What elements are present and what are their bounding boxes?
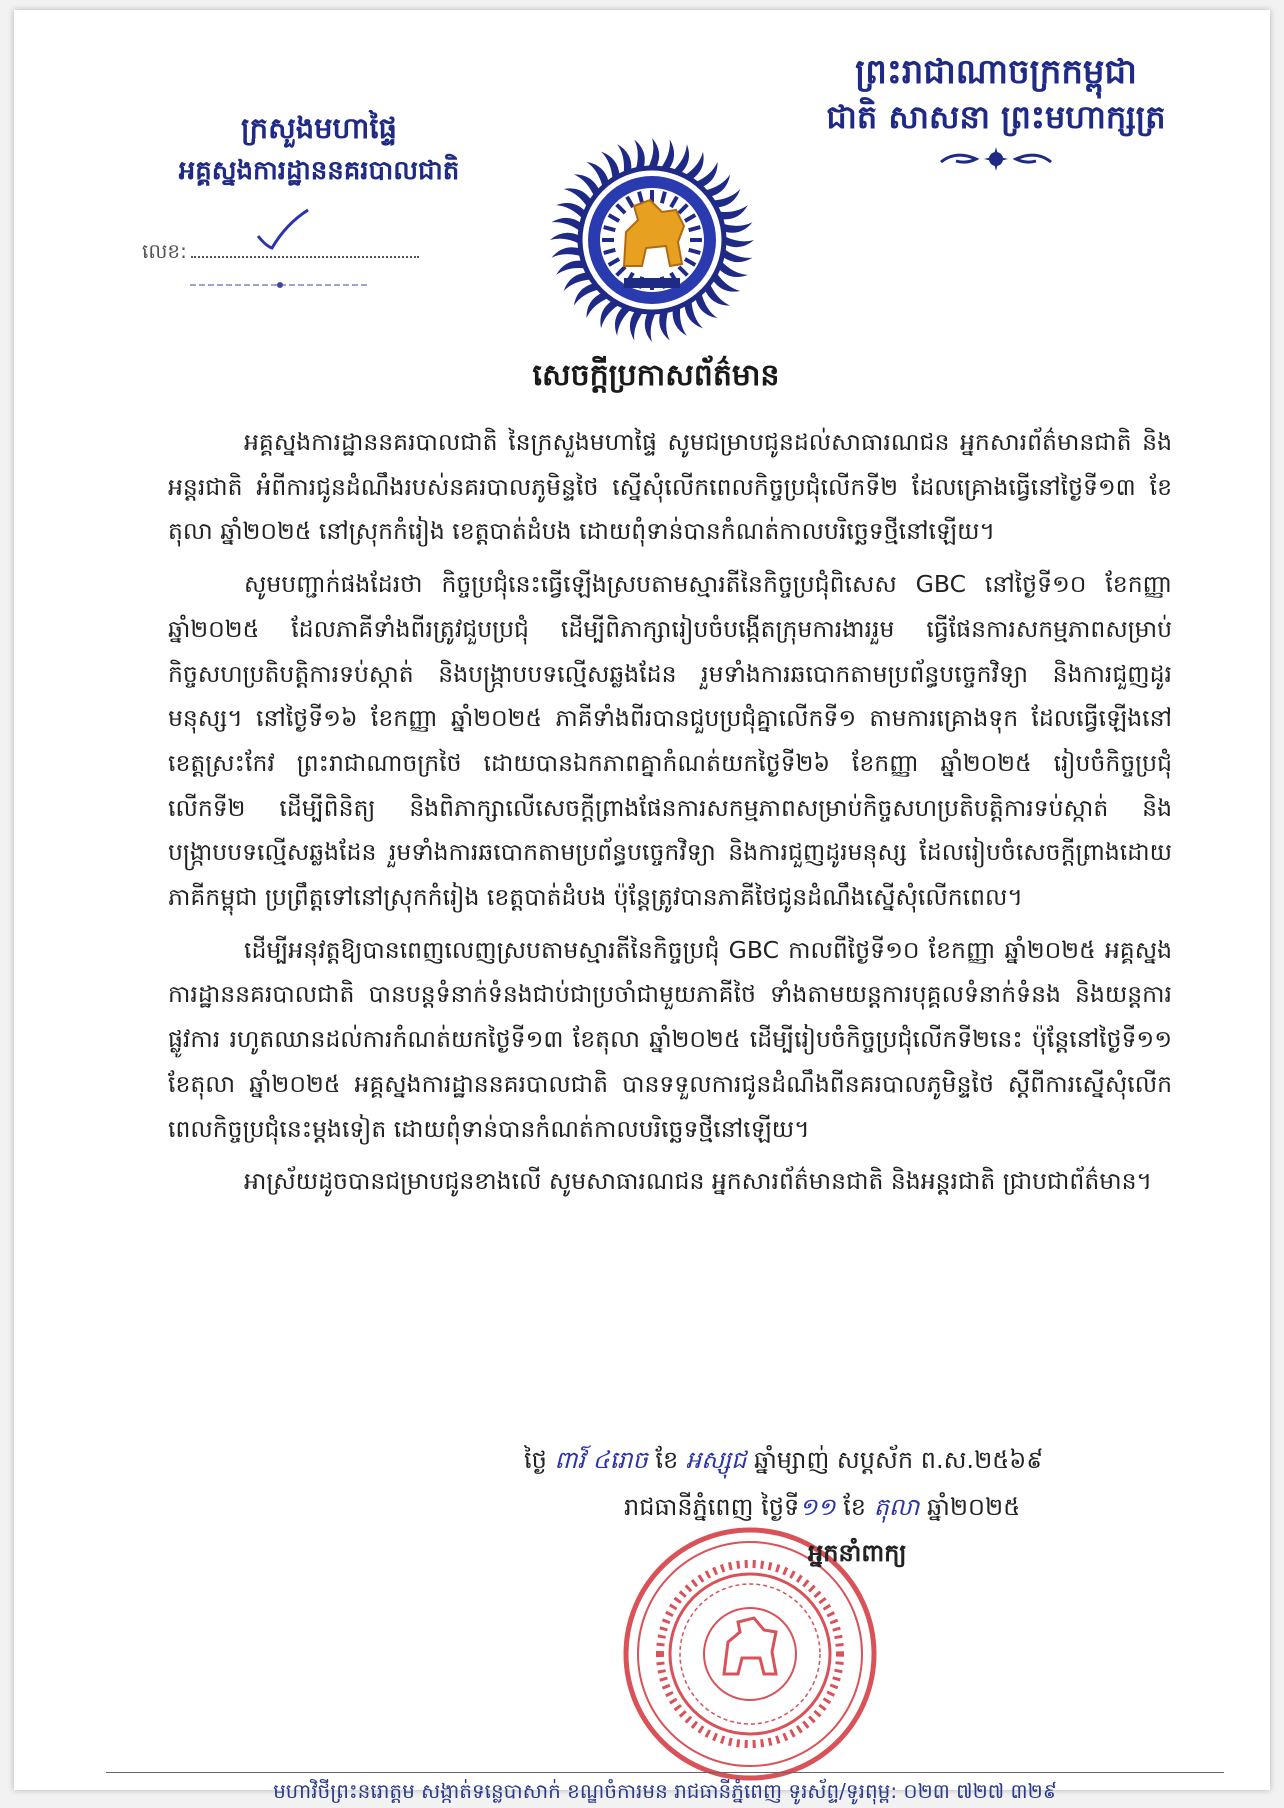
- reference-label: លេខ:: [142, 239, 187, 263]
- footer-address: មហាវិថីព្រះនរោត្តម សង្កាត់ទន្លេបាសាក់ ខណ្ឌចំការមន រាជធានីភ្នំពេញ ទូរស័ព្ទ/ទូរពុម្ព: ០២៣ ៧២៧ ៣២៩: [273, 1779, 1057, 1803]
- solar-month-label: ខែ: [843, 1493, 867, 1521]
- document-title: សេចក្តីប្រកាសព័ត៌មាន: [532, 358, 780, 393]
- ministry-name: ក្រសួងមហាផ្ទៃ: [241, 111, 397, 145]
- paragraph-3: ដើម្បីអនុវត្តឱ្យបានពេញលេញស្របតាមស្មារតីនៃកិច្ចប្រជុំ GBC កាលពីថ្ងៃទី១០ ខែកញ្ញា ឆ្នាំ២០២៥ អគ្គស្នងការដ្ឋាននគរបាលជាតិ បានបន្តទំនាក់ទំនងជាប់ជាប្រចាំជាមួយភាគីថៃ ទាំងតាមយន្តការបុគ្គលទំនាក់ទំនង និងយន្តការផ្លូវការ រហូតឈានដល់ការកំណត់យកថ្ងៃទី១៣ ខែតុលា ឆ្នាំ២០២៥ ដើម្បីរៀបចំកិច្ចប្រជុំលើកទី២នេះ ប៉ុន្តែនៅថ្ងៃទី១១ ខែតុលា ឆ្នាំ២០២៥ អគ្គស្នងការដ្ឋាននគរបាលជាតិ បានទទួលការជូនដំណឹងពីនគរបាលភូមិន្ទថៃ ស្តីពីការស្នើសុំលើកពេលកិច្ចប្រជុំនេះម្តងទៀត ដោយពុំទាន់បានកំណត់កាលបរិច្ឆេទថ្មីនៅឡើយ។: [168, 935, 1172, 1143]
- lunar-year: ឆ្នាំម្សាញ់ សប្តស័ក ព.ស.២៥៦៩: [753, 1446, 1044, 1474]
- kingdom-header: [806, 50, 1186, 174]
- solar-day-label: រាជធានីភ្នំពេញ ថ្ងៃទី: [624, 1493, 800, 1521]
- emblem-inner-ray: [690, 238, 702, 242]
- signer-title: អ្នកនាំពាក្យ: [808, 1539, 907, 1567]
- kingdom-name: ព្រះរាជាណាចក្រកម្ពុជា: [855, 52, 1137, 92]
- solar-day-handwritten: ១១: [799, 1493, 836, 1521]
- lunar-month-label: ខែ: [655, 1446, 679, 1474]
- solar-year: ឆ្នាំ២០២៥: [927, 1493, 1021, 1521]
- lunar-day-label: ថ្ងៃ: [524, 1446, 547, 1474]
- ministry-header: [134, 106, 504, 192]
- lunar-month-handwritten: អស្សុជ: [685, 1446, 747, 1474]
- paragraph-2: សូមបញ្ជាក់ផងដែរថា កិច្ចប្រជុំនេះធ្វើឡើងស្របតាមស្មារតីនៃកិច្ចប្រជុំពិសេស GBC នៅថ្ងៃទី១០ ខែកញ្ញា ឆ្នាំ២០២៥ ដែលភាគីទាំងពីរត្រូវជួបប្រជុំ ដើម្បីពិភាក្សារៀបចំបង្កើតក្រុមការងាររួម ធ្វើផែនការសកម្មភាពសម្រាប់កិច្ចសហប្រតិបត្តិការទប់ស្កាត់ និងបង្រ្កាបបទល្មើសឆ្លងដែន រួមទាំងការឆបោកតាមប្រព័ន្ធបច្ចេកវិទ្យា និងការជួញដូរមនុស្ស។ នៅថ្ងៃទី១៦ ខែកញ្ញា ឆ្នាំ២០២៥ ភាគីទាំងពីរបានជួបប្រជុំគ្នាលើកទី១ តាមការគ្រោងទុក ដែលធ្វើឡើងនៅខេត្តស្រះកែវ ព្រះរាជាណាចក្រថៃ ដោយបានឯកភាពគ្នាកំណត់យកថ្ងៃទី២៦ ខែកញ្ញា ឆ្នាំ២០២៥ រៀបចំកិច្ចប្រជុំលើកទី២ ដើម្បីពិនិត្យ និងពិភាក្សាលើសេចក្តីព្រាងផែនការសកម្មភាពសម្រាប់កិច្ចសហប្រតិបត្តិការទប់ស្កាត់ និងបង្រ្កាបបទល្មើសឆ្លងដែន រួមទាំងការឆបោកតាមប្រព័ន្ធបច្ចេកវិទ្យា និងការជួញដូរមនុស្ស ដែលរៀបចំសេចក្តីព្រាងដោយភាគីកម្ពុជា ប្រព្រឹត្តទៅនៅស្រុកកំរៀង ខេត្តបាត់ដំបង ប៉ុន្តែត្រូវបានភាគីថៃជូនដំណឹងស្នើសុំលើកពេល។: [168, 570, 1172, 912]
- emblem-inner-ray: [602, 238, 614, 242]
- police-emblem: [546, 134, 758, 346]
- solar-month-handwritten: តុលា: [873, 1493, 920, 1521]
- document-sheet: [14, 10, 1270, 1803]
- checkmark-icon: [252, 206, 312, 252]
- solar-date: [624, 1492, 1020, 1527]
- announcement-body: [168, 420, 1172, 1212]
- footer-divider: [106, 1772, 1224, 1773]
- department-name: អគ្គស្នងការដ្ឋាននគរបាលជាតិ: [178, 156, 460, 186]
- paragraph-1: អគ្គស្នងការដ្ឋាននគរបាលជាតិ នៃក្រសួងមហាផ្ទៃ សូមជម្រាបជូនដល់សាធារណជន អ្នកសារព័ត៌មានជាតិ និងអន្តរជាតិ អំពីការជូនដំណឹងរបស់នគរបាលភូមិន្ទថៃ ស្នើសុំលើកពេលកិច្ចប្រជុំលើកទី២ ដែលគ្រោងធ្វើនៅថ្ងៃទី១៣ ខែតុលា ឆ្នាំ២០២៥ នៅស្រុកកំរៀង ខេត្តបាត់ដំបង ដោយពុំទាន់បានកំណត់កាលបរិច្ឆេទថ្មីនៅឡើយ។: [168, 428, 1172, 546]
- royal-ornament-icon: [936, 144, 1056, 174]
- lunar-day-handwritten: ពាវ៍ ៤រោច: [554, 1446, 648, 1474]
- paragraph-4: អាស្រ័យដូចបានជម្រាបជូនខាងលើ សូមសាធារណជន អ្នកសារព័ត៌មានជាតិ និងអន្តរជាតិ ជ្រាបជាព័ត៌មាន។: [244, 1167, 1153, 1196]
- divider-ornament: [190, 280, 370, 290]
- lunar-date: [524, 1445, 1043, 1480]
- national-motto: ជាតិ សាសនា ព្រះមហាក្សត្រ: [826, 98, 1166, 136]
